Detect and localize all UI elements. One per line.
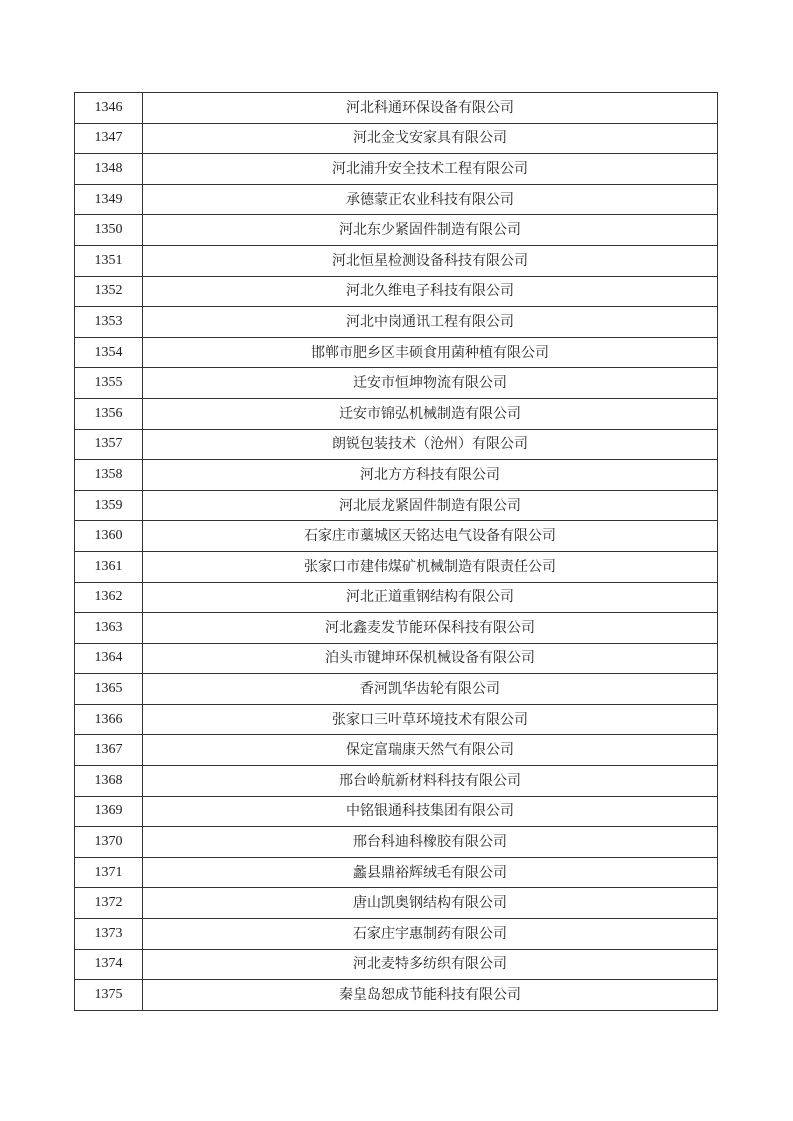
table-row	[75, 460, 718, 491]
table-row	[75, 766, 718, 797]
row-number: 1374	[75, 949, 143, 980]
row-number: 1365	[75, 674, 143, 705]
row-number: 1372	[75, 888, 143, 919]
table-row	[75, 337, 718, 368]
row-number: 1370	[75, 827, 143, 858]
table-row	[75, 307, 718, 338]
row-number: 1369	[75, 796, 143, 827]
company-name: 迁安市恒坤物流有限公司	[143, 368, 718, 399]
row-number: 1362	[75, 582, 143, 613]
table-row	[75, 215, 718, 246]
row-number: 1354	[75, 337, 143, 368]
table-row	[75, 398, 718, 429]
table-row	[75, 582, 718, 613]
table-row	[75, 368, 718, 399]
company-list-table	[74, 92, 718, 1011]
company-name: 河北麦特多纺织有限公司	[143, 949, 718, 980]
row-number: 1363	[75, 613, 143, 644]
row-number: 1373	[75, 919, 143, 950]
row-number: 1350	[75, 215, 143, 246]
row-number: 1360	[75, 521, 143, 552]
row-number: 1347	[75, 123, 143, 154]
table-row	[75, 827, 718, 858]
company-name: 河北久维电子科技有限公司	[143, 276, 718, 307]
company-name: 河北辰龙紧固件制造有限公司	[143, 490, 718, 521]
row-number: 1348	[75, 154, 143, 185]
row-number: 1366	[75, 704, 143, 735]
table-row	[75, 796, 718, 827]
row-number: 1355	[75, 368, 143, 399]
company-name: 中铭银通科技集团有限公司	[143, 796, 718, 827]
company-name: 朗锐包装技术（沧州）有限公司	[143, 429, 718, 460]
row-number: 1367	[75, 735, 143, 766]
company-name: 邯郸市肥乡区丰硕食用菌种植有限公司	[143, 337, 718, 368]
company-name: 石家庄宇惠制药有限公司	[143, 919, 718, 950]
table-row	[75, 980, 718, 1011]
table-row	[75, 490, 718, 521]
row-number: 1346	[75, 93, 143, 124]
company-name: 秦皇岛恕成节能科技有限公司	[143, 980, 718, 1011]
company-name: 张家口市建伟煤矿机械制造有限责任公司	[143, 551, 718, 582]
table-row	[75, 613, 718, 644]
row-number: 1375	[75, 980, 143, 1011]
company-name: 河北浦升安全技术工程有限公司	[143, 154, 718, 185]
row-number: 1361	[75, 551, 143, 582]
row-number: 1349	[75, 184, 143, 215]
company-name: 河北科通环保设备有限公司	[143, 93, 718, 124]
table-row	[75, 949, 718, 980]
company-name: 河北东少紧固件制造有限公司	[143, 215, 718, 246]
company-name: 承德蒙正农业科技有限公司	[143, 184, 718, 215]
company-name: 泊头市键坤环保机械设备有限公司	[143, 643, 718, 674]
table-row	[75, 857, 718, 888]
table-row	[75, 704, 718, 735]
company-name: 迁安市锦弘机械制造有限公司	[143, 398, 718, 429]
company-name: 保定富瑞康天然气有限公司	[143, 735, 718, 766]
company-name: 香河凯华齿轮有限公司	[143, 674, 718, 705]
company-name: 唐山凯奥钢结构有限公司	[143, 888, 718, 919]
company-list-table-wrapper	[74, 92, 718, 1011]
company-name: 河北方方科技有限公司	[143, 460, 718, 491]
company-name: 河北中岗通讯工程有限公司	[143, 307, 718, 338]
row-number: 1368	[75, 766, 143, 797]
table-row	[75, 245, 718, 276]
company-name: 邢台岭航新材料科技有限公司	[143, 766, 718, 797]
company-name: 河北正道重钢结构有限公司	[143, 582, 718, 613]
table-row	[75, 123, 718, 154]
table-row	[75, 674, 718, 705]
row-number: 1356	[75, 398, 143, 429]
row-number: 1364	[75, 643, 143, 674]
company-list-body	[75, 93, 718, 1011]
table-row	[75, 643, 718, 674]
company-name: 河北金戈安家具有限公司	[143, 123, 718, 154]
table-row	[75, 154, 718, 185]
row-number: 1358	[75, 460, 143, 491]
row-number: 1353	[75, 307, 143, 338]
company-name: 张家口三叶草环境技术有限公司	[143, 704, 718, 735]
table-row	[75, 735, 718, 766]
table-row	[75, 93, 718, 124]
table-row	[75, 551, 718, 582]
table-row	[75, 429, 718, 460]
table-row	[75, 276, 718, 307]
table-row	[75, 184, 718, 215]
row-number: 1371	[75, 857, 143, 888]
row-number: 1351	[75, 245, 143, 276]
table-row	[75, 919, 718, 950]
company-name: 蠡县鼎裕辉绒毛有限公司	[143, 857, 718, 888]
table-row	[75, 521, 718, 552]
table-row	[75, 888, 718, 919]
company-name: 石家庄市藁城区天铭达电气设备有限公司	[143, 521, 718, 552]
row-number: 1357	[75, 429, 143, 460]
row-number: 1352	[75, 276, 143, 307]
company-name: 河北鑫麦发节能环保科技有限公司	[143, 613, 718, 644]
company-name: 河北恒星检测设备科技有限公司	[143, 245, 718, 276]
row-number: 1359	[75, 490, 143, 521]
company-name: 邢台科迪科橡胶有限公司	[143, 827, 718, 858]
